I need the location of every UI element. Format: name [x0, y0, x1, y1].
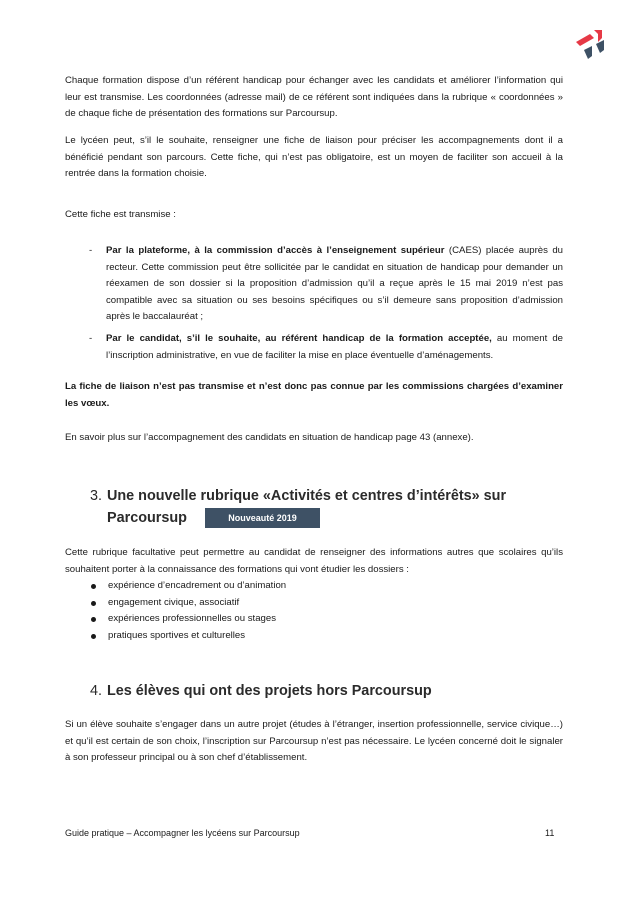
- paragraph-rubrique-facultative: Cette rubrique facultative peut permettre au candidat de renseigner des informations autres que scolaires qu’ils souhaitent porter à la connaissance des formations qui vont étudier les dossiers :: [65, 547, 563, 575]
- paragraph-projets-hors-parcoursup: Si un élève souhaite s’engager dans un autre projet (études à l’étranger, insertion professionnelle, service civique…) et qu’il est certain de son choix, l’inscription sur Parcoursup n’est pas nécessaire. Le lycéen concerné doit le signaler à son professeur principal ou à son chef d’établissement.: [65, 719, 563, 763]
- section-4-number: 4.: [90, 683, 103, 699]
- paragraph-referent-handicap: Chaque formation dispose d’un référent handicap pour échanger avec les candidats et améliorer l’information qui leur est transmise. Les coordonnées (adresse mail) de ce référent sont indiquées dans la rubrique « coordonnées » de chaque fiche de présentation des formations sur Parcoursup.: [65, 75, 563, 119]
- list-item-label: expérience d’encadrement ou d’animation: [108, 580, 287, 591]
- list-item: [91, 628, 286, 645]
- bullet-icon: [91, 617, 96, 622]
- list-item-plateforme-text: (CAES) placée auprès du recteur. Cette commission peut être sollicitée par le candidat en situation de handicap pour demander un réexamen de son dossier si la proposition d’admission qu’il a reçue après le 15 mai 2019 n’est pas compatible avec sa situation ou ses besoins spécifiques ou s’il demeure sans proposition d’admission après le baccalauréat ;: [106, 245, 563, 322]
- paragraph-fiche-non-transmise: [65, 379, 563, 412]
- list-dash: -: [89, 333, 93, 344]
- page-number: 11: [545, 828, 555, 838]
- paragraph-fiche-liaison: Le lycéen peut, s’il le souhaite, renseigner une fiche de liaison pour préciser les accompagnements dont il a bénéficié pendant son parcours. Cette fiche, qui n’est pas obligatoire, est un moyen de faciliter son accueil à la rentrée dans la formation choisie.: [65, 135, 563, 179]
- footer-title: Guide pratique – Accompagner les lycéens sur Parcoursup: [65, 828, 300, 838]
- list-item: [91, 611, 286, 628]
- list-dash: -: [89, 245, 93, 256]
- list-item-plateforme: [106, 243, 563, 326]
- parcoursup-logo-icon: [572, 28, 608, 60]
- list-item-plateforme-bold: Par la plateforme, à la commission d’accès à l’enseignement supérieur: [106, 245, 445, 256]
- list-item-label: engagement civique, associatif: [108, 596, 240, 608]
- section-4-title: Les élèves qui ont des projets hors Parcoursup: [107, 683, 432, 699]
- bullet-icon: [91, 584, 96, 589]
- list-item-candidat-text: au moment de l’inscription administrative, en vue de faciliter la mise en place éventuelle d’aménagements.: [106, 333, 563, 361]
- list-item: [91, 578, 286, 595]
- activities-list: [91, 578, 286, 644]
- list-item-candidat-bold: Par le candidat, s’il le souhaite, au référent handicap de la formation acceptée,: [106, 333, 492, 344]
- paragraph-fiche-non-transmise-bold: La fiche de liaison n’est pas transmise et n’est donc pas connue par les commissions chargées d’examiner les vœux.: [65, 381, 563, 409]
- bullet-icon: [91, 634, 96, 639]
- bullet-icon: [91, 601, 96, 606]
- list-item-label: expériences professionnelles ou stages: [108, 613, 276, 624]
- list-item-candidat: [106, 331, 563, 364]
- list-item-label: pratiques sportives et culturelles: [108, 629, 246, 641]
- section-3-title-continued: Parcoursup: [107, 510, 187, 526]
- section-3-title: Une nouvelle rubrique «Activités et centres d’intérêts» sur: [107, 488, 507, 504]
- paragraph-fiche-transmise: Cette fiche est transmise :: [65, 209, 176, 220]
- section-3-number: 3.: [90, 488, 103, 504]
- paragraph-en-savoir-plus: En savoir plus sur l’accompagnement des candidats en situation de handicap page 43 (annexe).: [65, 432, 474, 443]
- nouveaute-badge: Nouveauté 2019: [205, 508, 320, 528]
- list-item: [91, 595, 286, 612]
